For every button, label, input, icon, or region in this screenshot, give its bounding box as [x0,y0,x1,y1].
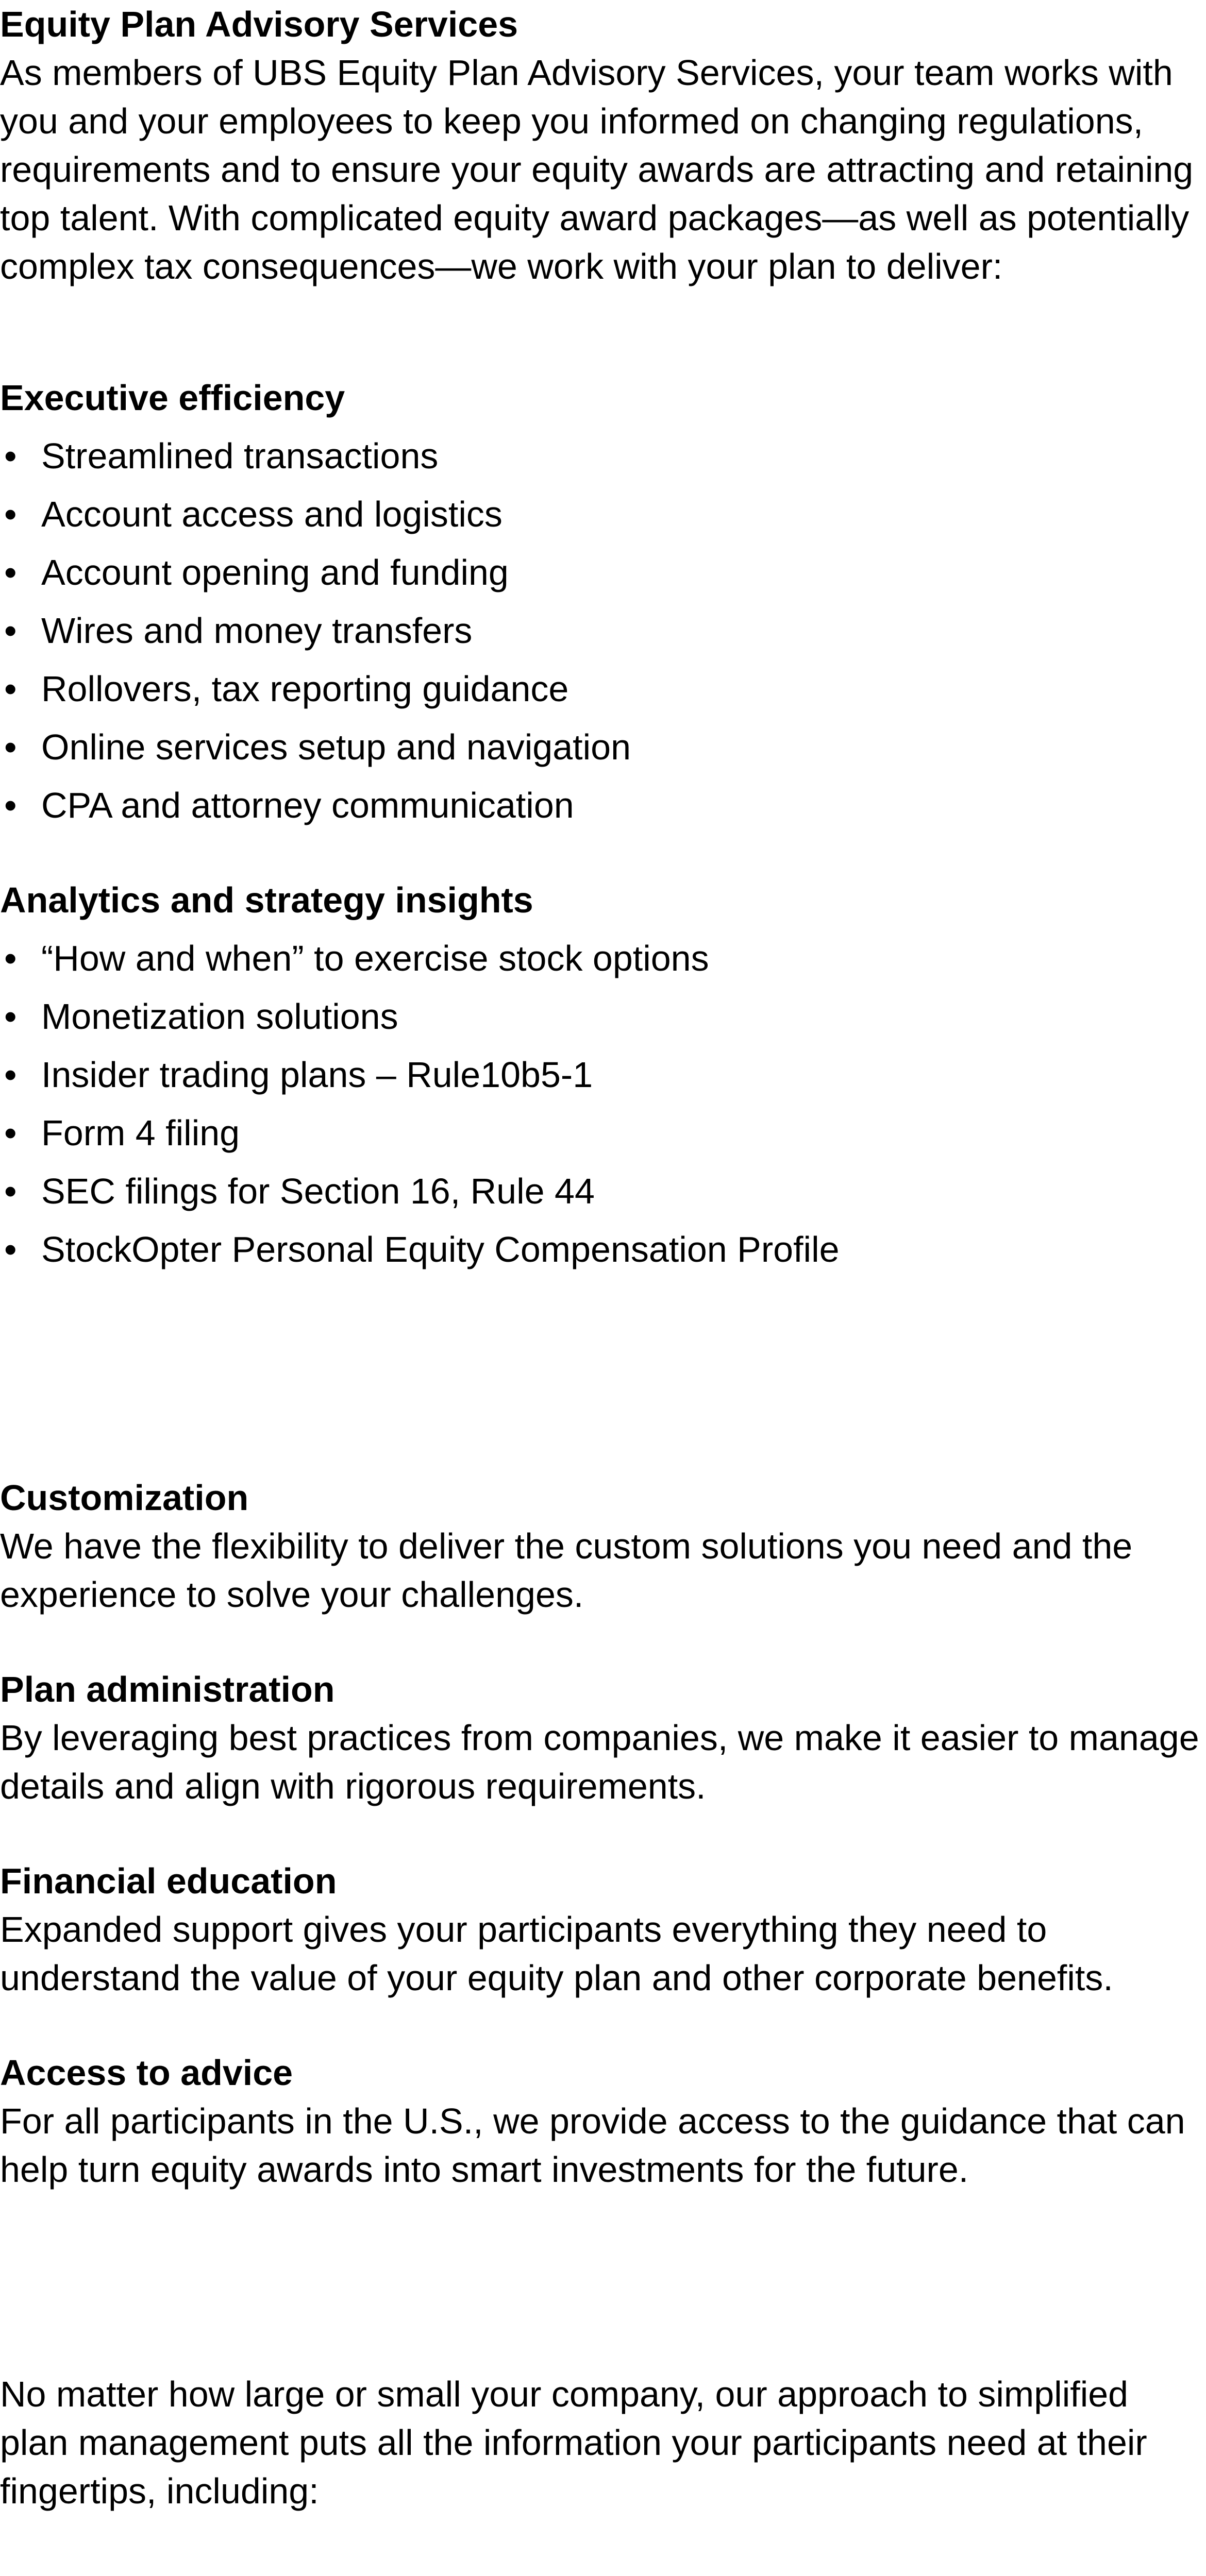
executive-section [0,374,1206,835]
intro-title: Equity Plan Advisory Services [0,4,518,44]
list-item [0,660,1206,718]
access-to-advice-section [0,2048,1206,2194]
approach-intro-section [0,2370,1206,2515]
list-item-label: SEC filings for Section 16, Rule 44 [41,1171,595,1211]
list-item [0,929,1206,988]
bullet-icon: • [4,436,17,476]
analytics-list [0,929,1206,1279]
executive-list [0,427,1206,835]
bullet-icon: • [4,996,17,1037]
list-item [0,776,1206,835]
list-item-label: Monetization solutions [41,996,398,1037]
financial-education-section [0,1857,1206,2002]
bullet-icon: • [4,938,17,978]
intro-section [0,0,1206,291]
list-item-label: Online services setup and navigation [41,727,631,767]
executive-title: Executive efficiency [0,378,345,418]
plan-administration-title: Plan administration [0,1669,335,1709]
plan-administration-body: By leveraging best practices from companies, we make it easier to manage details and align with rigorous requirements. [0,1718,1199,1806]
financial-education-body: Expanded support gives your participants everything they need to understand the value of your equity plan and other corporate benefits. [0,1909,1113,1998]
list-item [0,544,1206,602]
list-item-label: Insider trading plans – Rule10b5-1 [41,1055,593,1095]
customization-body: We have the flexibility to deliver the custom solutions you need and the experience to solve your challenges. [0,1526,1133,1615]
bullet-icon: • [4,1055,17,1095]
list-item [0,1221,1206,1279]
list-item [0,1104,1206,1162]
bullet-icon: • [4,552,17,592]
financial-education-title: Financial education [0,1861,337,1901]
plan-administration-section [0,1665,1206,1810]
bullet-icon: • [4,611,17,651]
list-item [0,427,1206,485]
bullet-icon: • [4,785,17,825]
list-item-label: Account access and logistics [41,494,502,534]
list-item-label: Account opening and funding [41,552,509,592]
access-to-advice-body: For all participants in the U.S., we provide access to the guidance that can help turn equity awards into smart investments for the future. [0,2101,1185,2190]
access-to-advice-title: Access to advice [0,2053,293,2093]
bullet-icon: • [4,727,17,767]
approach-intro: No matter how large or small your company, our approach to simplified plan management puts all the information your participants need at their fingertips, including: [0,2374,1147,2511]
intro-body: As members of UBS Equity Plan Advisory Services, your team works with you and your employees to keep you informed on changing regulations, requirements and to ensure your equity awards are attracting and retaining top talent. With complicated equity award packages—as well as potentially complex tax consequences—we work with your plan to deliver: [0,53,1194,286]
analytics-section [0,876,1206,1279]
list-item-label: StockOpter Personal Equity Compensation Profile [41,1229,840,1269]
customization-title: Customization [0,1478,249,1518]
list-item [0,485,1206,544]
list-item-label: Streamlined transactions [41,436,439,476]
bullet-icon: • [4,1113,17,1153]
list-item [0,718,1206,776]
bullet-icon: • [4,1171,17,1211]
list-item [0,602,1206,660]
list-item-label: Wires and money transfers [41,611,473,651]
customization-section [0,1473,1206,1619]
list-item [0,1046,1206,1104]
bullet-icon: • [4,494,17,534]
list-item [0,1162,1206,1221]
analytics-title: Analytics and strategy insights [0,880,533,920]
list-item [0,988,1206,1046]
list-item-label: “How and when” to exercise stock options [41,938,709,978]
bullet-icon: • [4,669,17,709]
list-item-label: Form 4 filing [41,1113,240,1153]
list-item-label: CPA and attorney communication [41,785,574,825]
bullet-icon: • [4,1229,17,1269]
list-item-label: Rollovers, tax reporting guidance [41,669,569,709]
